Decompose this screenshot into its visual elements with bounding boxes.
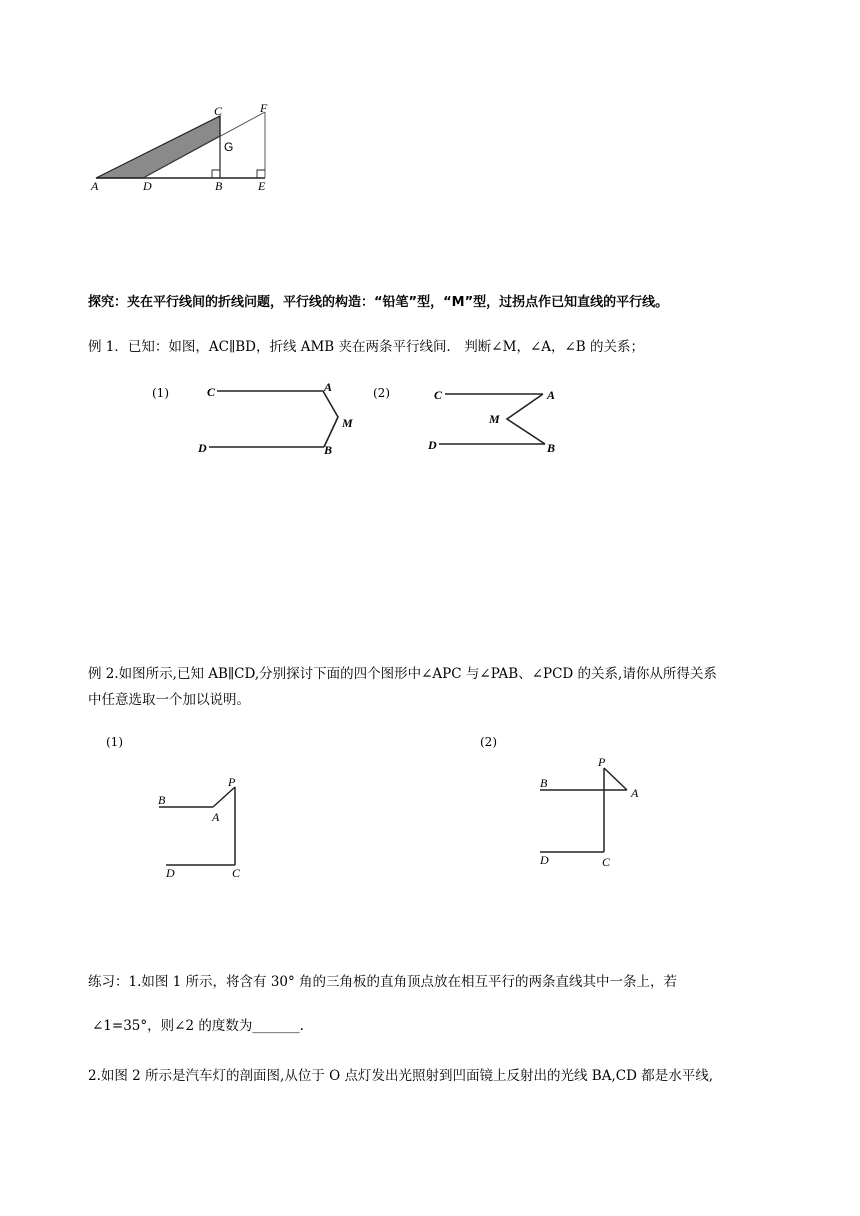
example2-figure-1 [104,732,304,882]
label-d: D [198,441,207,455]
figure-number: (1) [106,735,123,749]
label-c: C [602,855,611,869]
label-b: B [547,441,556,455]
example1-figure-1 [150,380,370,460]
polyline-amb [507,394,545,444]
explore-heading: 探究：夹在平行线间的折线问题，平行线的构造：“铅笔”型，“M”型，过拐点作已知直线的平行线。 [88,295,669,310]
label-c: C [434,388,443,402]
label-a: A [631,786,639,800]
line-pa [604,768,627,790]
label-m: M [489,412,500,426]
label-b: B [158,793,166,807]
label-d: D [166,866,175,880]
label-f: F [260,101,268,115]
example1-text: 例 1．已知：如图，AC∥BD，折线 AMB 夹在两条平行线间． 判断∠M，∠A，∠B 的关系； [88,339,645,355]
figure-number: (2) [480,735,497,749]
label-a: A [324,380,333,394]
polyline-amb [323,391,338,447]
example2-line1: 例 2.如图所示,已知 AB∥CD,分别探讨下面的四个图形中∠APC 与∠PAB、∠PCD 的关系,请你从所得关系 [88,666,717,682]
figure-number: (1) [152,386,169,400]
shaded-region [96,116,220,178]
example2-figure-2 [478,732,678,882]
line-ap [213,787,235,807]
label-m: M [342,416,353,430]
figure-triangles [88,101,288,194]
label-b: B [324,443,333,457]
label-c: C [232,866,241,880]
label-b: B [215,179,223,193]
example2-line2: 中任意选取一个加以说明。 [88,692,250,708]
label-g: G [224,140,234,154]
example1-figure-2 [371,380,581,460]
right-angle-mark-e [257,170,265,178]
practice-line2: ∠1=35°，则∠2 的度数为_______. [92,1018,304,1034]
label-d: D [540,853,549,867]
label-d: D [428,438,437,452]
label-c: C [207,385,216,399]
label-a: A [91,179,99,193]
label-a: A [212,810,220,824]
practice-line3: 2.如图 2 所示是汽车灯的剖面图,从位于 O 点灯发出光照射到凹面镜上反射出的光线 BA,CD 都是水平线, [88,1068,713,1084]
practice-line1: 练习：1.如图 1 所示，将含有 30° 角的三角板的直角顶点放在相互平行的两条直线其中一条上，若 [88,974,678,990]
label-a: A [547,388,556,402]
label-p: P [228,775,236,789]
figure-number: (2) [373,386,390,400]
label-p: P [598,755,606,769]
label-b: B [540,776,548,790]
label-d: D [143,179,152,193]
right-angle-mark-b [212,170,220,178]
label-e: E [258,179,266,193]
label-c: C [214,104,223,118]
